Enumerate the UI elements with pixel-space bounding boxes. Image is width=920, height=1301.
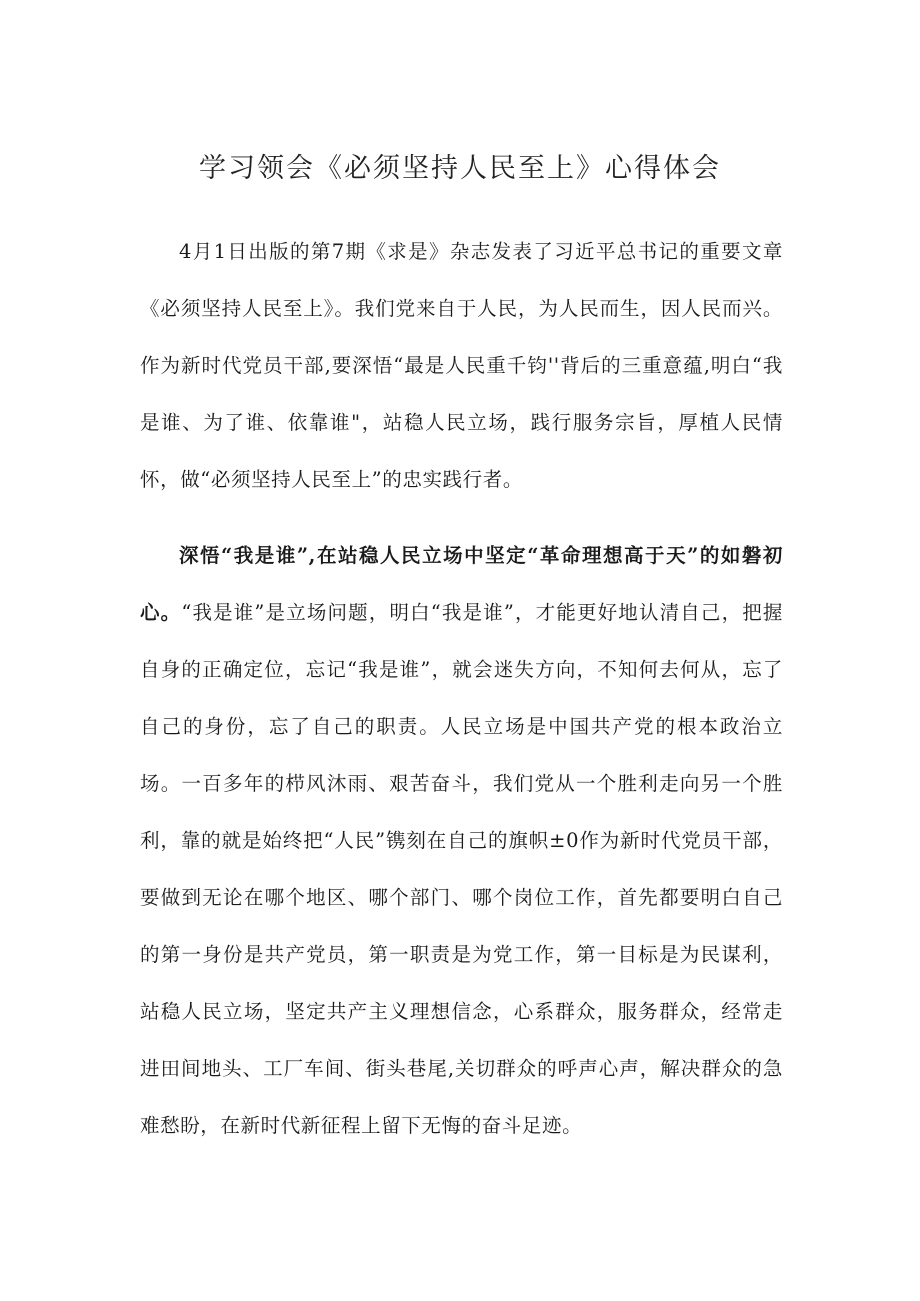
paragraph-who-am-i [140, 527, 783, 1154]
paragraph-intro-text: 4月1日出版的第7期《求是》杂志发表了习近平总书记的重要文章《必须坚持人民至上》。我们党来自于人民，为人民而生，因人民而兴。作为新时代党员干部,要深悟“最是人民重千钧''背后的三重意蕴,明白“我是谁、为了谁、依靠谁"，站稳人民立场，践行服务宗旨，厚植人民情怀，做“必须坚持人民至上”的忠实践行者。 [140, 240, 783, 491]
paragraph-heading: 深悟“我是谁”,在站稳人民立场中坚定“革命理想高于天”的如磐初心。 [140, 544, 783, 624]
paragraph-intro [140, 223, 783, 508]
paragraph-who-am-i-text: “我是谁”是立场问题，明白“我是谁”，才能更好地认清自己，把握自身的正确定位，忘记“我是谁”，就会迷失方向，不知何去何从，忘了自己的身份，忘了自己的职责。人民立场是中国共产党的根本政治立场。一百多年的栉风沐雨、艰苦奋斗，我们党从一个胜利走向另一个胜利，靠的就是始终把“人民”镌刻在自己的旗帜±0作为新时代党员干部，要做到无论在哪个地区、哪个部门、哪个岗位工作，首先都要明白自己的第一身份是共产党员，第一职责是为党工作，第一目标是为民谋利，站稳人民立场，坚定共产主义理想信念，心系群众，服务群众，经常走进田间地头、工厂车间、街头巷尾,关切群众的呼声心声，解决群众的急难愁盼，在新时代新征程上留下无悔的奋斗足迹。 [140, 601, 784, 1137]
document-title: 学习领会《必须坚持人民至上》心得体会 [199, 153, 721, 184]
